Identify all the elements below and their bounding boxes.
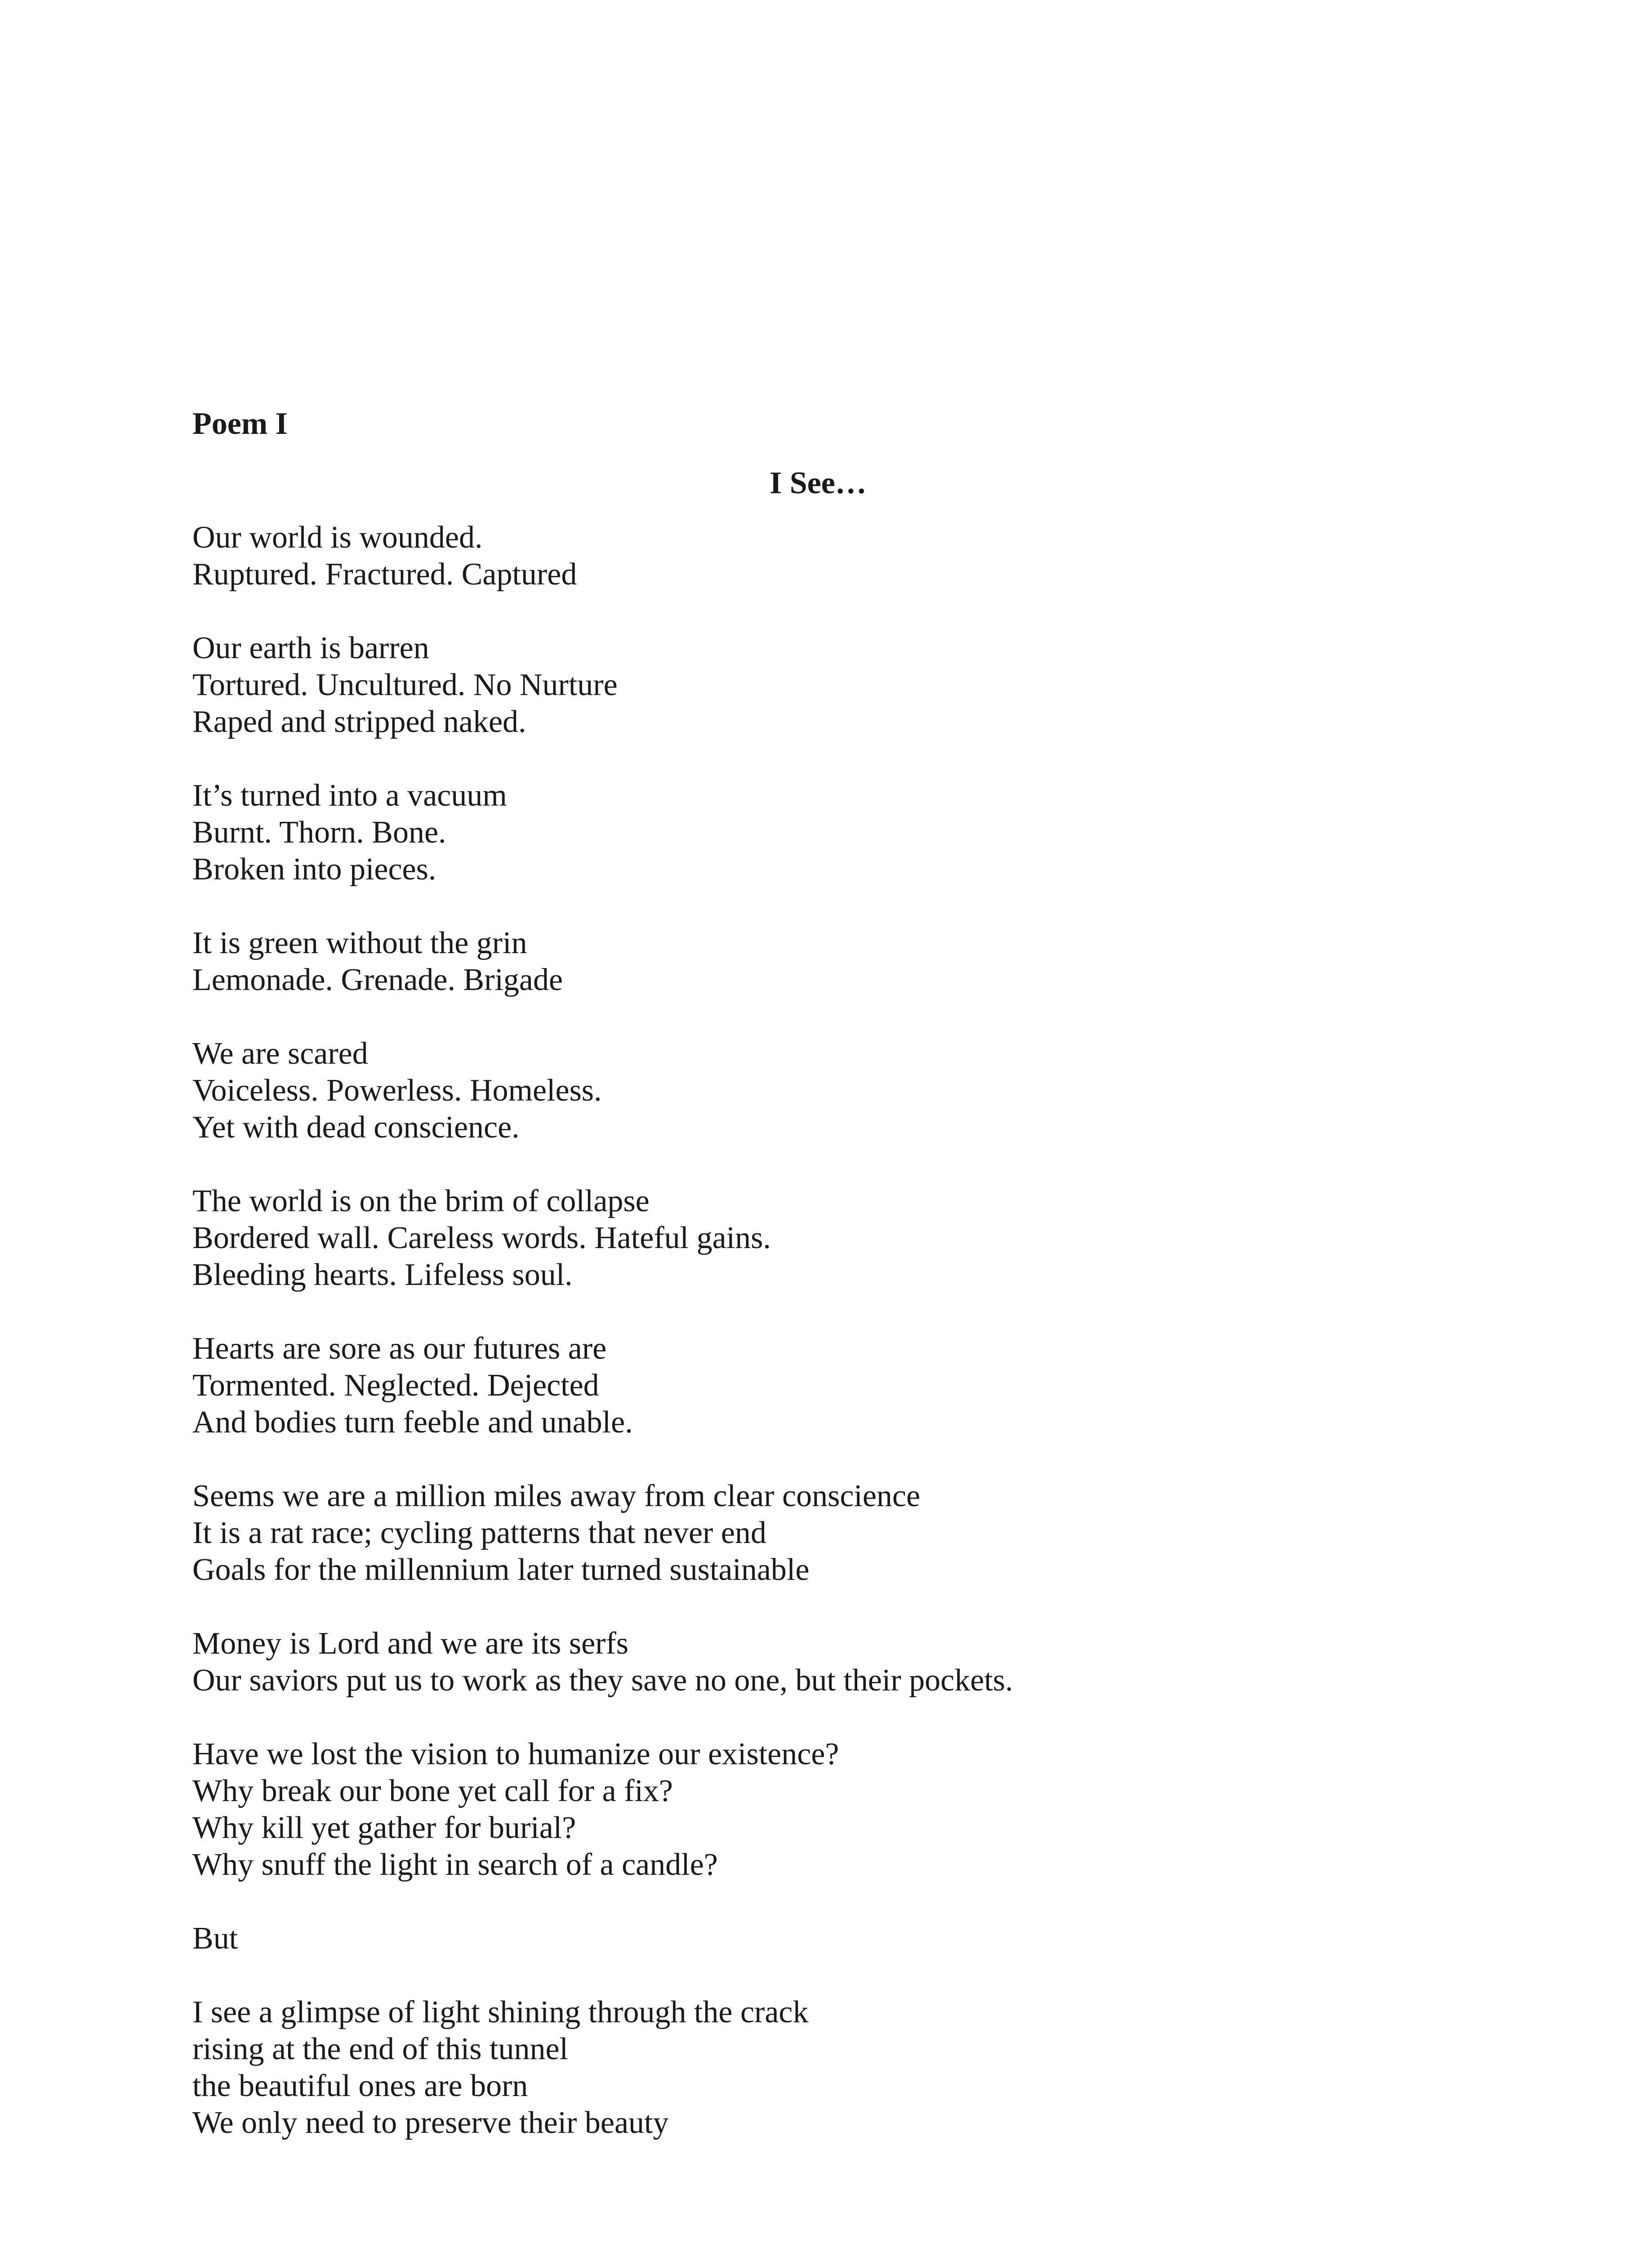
stanza: [192, 1920, 1541, 1957]
stanza: [192, 777, 1541, 888]
poem-line: Bleeding hearts. Lifeless soul.: [192, 1258, 573, 1292]
poem-line: Bordered wall. Careless words. Hateful gains.: [192, 1221, 771, 1255]
poem-line: Our saviors put us to work as they save no one, but their pockets.: [192, 1663, 1013, 1698]
poem-line: We are scared: [192, 1036, 368, 1071]
stanza: [192, 1625, 1541, 1699]
poem-line: Broken into pieces.: [192, 852, 436, 887]
stanza: [192, 1035, 1541, 1146]
poem-line: Yet with dead conscience.: [192, 1110, 520, 1145]
poem-title: I See…: [770, 466, 867, 500]
poem-line: But: [192, 1921, 238, 1956]
poem-line: Burnt. Thorn. Bone.: [192, 815, 446, 850]
poem-line: Why kill yet gather for burial?: [192, 1811, 576, 1845]
stanza: [192, 1994, 1541, 2141]
poem-line: Goals for the millennium later turned sustainable: [192, 1552, 810, 1587]
poem-line: We only need to preserve their beauty: [192, 2105, 669, 2140]
poem-line: Our earth is barren: [192, 631, 429, 665]
poem-body: [192, 519, 1541, 2178]
stanza: [192, 925, 1541, 999]
stanza: [192, 519, 1541, 593]
poem-line: rising at the end of this tunnel: [192, 2032, 568, 2066]
poem-line: Why break our bone yet call for a fix?: [192, 1774, 673, 1808]
poem-line: the beautiful ones are born: [192, 2069, 528, 2103]
poem-line: Seems we are a million miles away from clear conscience: [192, 1479, 921, 1513]
poem-line: The world is on the brim of collapse: [192, 1184, 650, 1218]
poem-line: And bodies turn feeble and unable.: [192, 1405, 633, 1440]
poem-line: It’s turned into a vacuum: [192, 778, 507, 813]
poem-line: Tortured. Uncultured. No Nurture: [192, 668, 618, 702]
section-label: Poem I: [192, 406, 288, 441]
poem-line: It is a rat race; cycling patterns that never end: [192, 1516, 766, 1550]
stanza: [192, 1478, 1541, 1588]
poem-line: Tormented. Neglected. Dejected: [192, 1368, 599, 1403]
poem-line: Ruptured. Fractured. Captured: [192, 557, 577, 592]
poem-line: Our world is wounded.: [192, 520, 483, 555]
poem-line: Voiceless. Powerless. Homeless.: [192, 1073, 602, 1108]
stanza: [192, 1736, 1541, 1883]
poem-line: Money is Lord and we are its serfs: [192, 1626, 629, 1661]
stanza: [192, 1183, 1541, 1293]
poem-line: Have we lost the vision to humanize our existence?: [192, 1737, 839, 1771]
poem-line: Lemonade. Grenade. Brigade: [192, 963, 563, 997]
poem-line: It is green without the grin: [192, 926, 527, 960]
poem-line: Raped and stripped naked.: [192, 705, 526, 739]
poem-line: I see a glimpse of light shining through the crack: [192, 1995, 809, 2029]
stanza: [192, 1330, 1541, 1441]
poem-line: Why snuff the light in search of a candle?: [192, 1847, 718, 1882]
stanza: [192, 630, 1541, 740]
poem-line: Hearts are sore as our futures are: [192, 1331, 607, 1366]
